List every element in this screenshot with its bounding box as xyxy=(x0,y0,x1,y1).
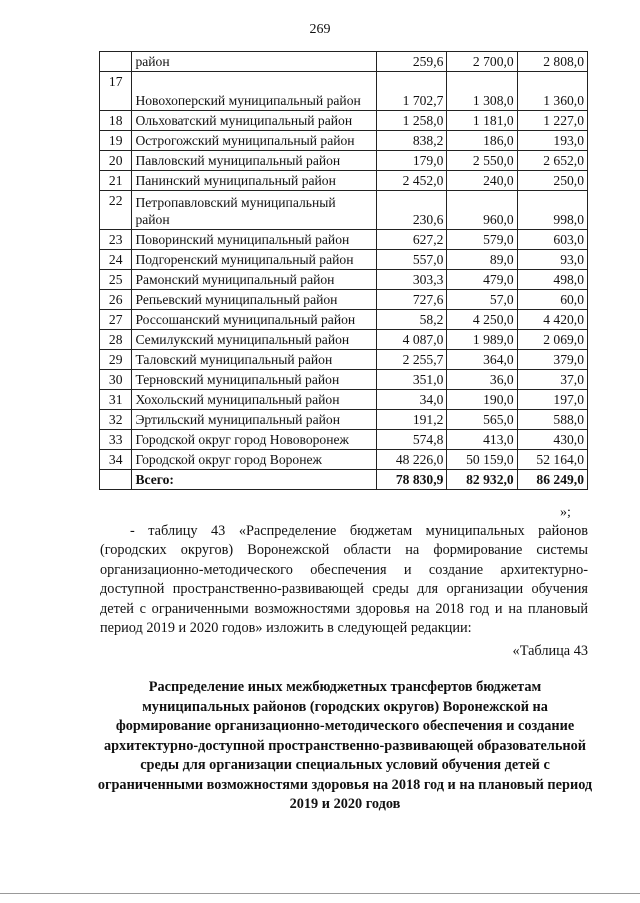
value-2019: 240,0 xyxy=(447,171,517,191)
row-number: 34 xyxy=(100,450,132,470)
table-row xyxy=(100,290,588,310)
row-name: Панинский муниципальный район xyxy=(132,171,377,191)
row-number: 29 xyxy=(100,350,132,370)
value-2019: 57,0 xyxy=(447,290,517,310)
row-number: 26 xyxy=(100,290,132,310)
table-row xyxy=(100,52,588,72)
closing-quote: »; xyxy=(560,505,571,520)
value-2018: 557,0 xyxy=(377,250,447,270)
value-2018: 259,6 xyxy=(377,52,447,72)
table-row xyxy=(100,230,588,250)
table-row xyxy=(100,171,588,191)
row-number: 32 xyxy=(100,410,132,430)
value-2019: 2 550,0 xyxy=(447,151,517,171)
table-row xyxy=(100,72,588,111)
value-2019: 89,0 xyxy=(447,250,517,270)
row-name: Ольховатский муниципальный район xyxy=(132,111,377,131)
value-2019: 190,0 xyxy=(447,390,517,410)
value-2020: 430,0 xyxy=(517,430,587,450)
value-2018: 58,2 xyxy=(377,310,447,330)
value-2020: 498,0 xyxy=(517,270,587,290)
table-label: «Таблица 43 xyxy=(512,643,588,659)
row-name: Павловский муниципальный район xyxy=(132,151,377,171)
value-2020: 2 069,0 xyxy=(517,330,587,350)
value-2018: 727,6 xyxy=(377,290,447,310)
value-2018: 2 255,7 xyxy=(377,350,447,370)
value-2020: 379,0 xyxy=(517,350,587,370)
row-name: Острогожский муниципальный район xyxy=(132,131,377,151)
value-2018: 838,2 xyxy=(377,131,447,151)
row-name: Петропавловский муниципальный район xyxy=(132,191,377,230)
total-label: Всего: xyxy=(132,470,377,490)
value-2019: 1 181,0 xyxy=(447,111,517,131)
table-row xyxy=(100,330,588,350)
row-name: Городской округ город Нововоронеж xyxy=(132,430,377,450)
amendment-paragraph: - таблицу 43 «Распределение бюджетам муниципальных районов (городских округов) Воронежской области на формирование системы организационно-методического обеспечения и создание архитектурно-доступной пространственно-развивающей среды для организации обучения детей с ограниченными возможностями здоровья на 2018 год и на плановый период 2019 и 2020 годов» изложить в следующей редакции: xyxy=(100,523,588,637)
value-2018: 303,3 xyxy=(377,270,447,290)
value-2019: 50 159,0 xyxy=(447,450,517,470)
value-2018: 191,2 xyxy=(377,410,447,430)
value-2019: 364,0 xyxy=(447,350,517,370)
budget-table-body xyxy=(100,52,588,490)
table-row xyxy=(100,270,588,290)
row-name: Рамонский муниципальный район xyxy=(132,270,377,290)
value-2018: 34,0 xyxy=(377,390,447,410)
value-2020: 588,0 xyxy=(517,410,587,430)
value-2020: 52 164,0 xyxy=(517,450,587,470)
page-number: 269 xyxy=(309,22,331,37)
table-total-row xyxy=(100,470,588,490)
value-2020: 998,0 xyxy=(517,191,587,230)
bottom-rule xyxy=(0,893,640,894)
row-name: Новохоперский муниципальный район xyxy=(132,72,377,111)
value-2018: 351,0 xyxy=(377,370,447,390)
row-number: 20 xyxy=(100,151,132,171)
table-row xyxy=(100,250,588,270)
table-row xyxy=(100,151,588,171)
row-name: Хохольский муниципальный район xyxy=(132,390,377,410)
row-name: Подгоренский муниципальный район xyxy=(132,250,377,270)
value-2018: 4 087,0 xyxy=(377,330,447,350)
value-2019: 2 700,0 xyxy=(447,52,517,72)
value-2019: 565,0 xyxy=(447,410,517,430)
table-row xyxy=(100,131,588,151)
value-2018: 1 258,0 xyxy=(377,111,447,131)
row-number: 33 xyxy=(100,430,132,450)
value-2018: 230,6 xyxy=(377,191,447,230)
document-title: Распределение иных межбюджетных трансфертов бюджетам муниципальных районов (городских округов) Воронежской на формирование организационно-методического обеспечения и создание архитектурно-доступной пространственно-развивающей образовательной среды для организации специальных условий обучения детей с ограниченными возможностями здоровья на 2018 год и на плановый период 2019 и 2020 годов xyxy=(97,679,593,812)
table-row xyxy=(100,350,588,370)
value-2018: 1 702,7 xyxy=(377,72,447,111)
value-2019: 36,0 xyxy=(447,370,517,390)
value-2020: 193,0 xyxy=(517,131,587,151)
budget-table xyxy=(99,51,588,490)
value-2020: 1 227,0 xyxy=(517,111,587,131)
row-number: 24 xyxy=(100,250,132,270)
row-number: 18 xyxy=(100,111,132,131)
table-row xyxy=(100,450,588,470)
row-number xyxy=(100,52,132,72)
row-name: Репьевский муниципальный район xyxy=(132,290,377,310)
value-2020: 2 652,0 xyxy=(517,151,587,171)
row-name: район xyxy=(132,52,377,72)
row-name: Таловский муниципальный район xyxy=(132,350,377,370)
value-2018: 179,0 xyxy=(377,151,447,171)
value-2019: 1 989,0 xyxy=(447,330,517,350)
value-2020: 4 420,0 xyxy=(517,310,587,330)
row-number: 17 xyxy=(100,72,132,111)
value-2019: 1 308,0 xyxy=(447,72,517,111)
row-name: Поворинский муниципальный район xyxy=(132,230,377,250)
table-row xyxy=(100,370,588,390)
total-number-cell xyxy=(100,470,132,490)
value-2020: 2 808,0 xyxy=(517,52,587,72)
total-2020: 86 249,0 xyxy=(517,470,587,490)
row-name: Россошанский муниципальный район xyxy=(132,310,377,330)
value-2020: 37,0 xyxy=(517,370,587,390)
total-2019: 82 932,0 xyxy=(447,470,517,490)
value-2020: 197,0 xyxy=(517,390,587,410)
row-number: 22 xyxy=(100,191,132,230)
row-number: 31 xyxy=(100,390,132,410)
value-2019: 479,0 xyxy=(447,270,517,290)
value-2018: 2 452,0 xyxy=(377,171,447,191)
row-name: Городской округ город Воронеж xyxy=(132,450,377,470)
row-number: 19 xyxy=(100,131,132,151)
row-number: 30 xyxy=(100,370,132,390)
value-2018: 627,2 xyxy=(377,230,447,250)
row-name: Терновский муниципальный район xyxy=(132,370,377,390)
table-row xyxy=(100,111,588,131)
value-2020: 1 360,0 xyxy=(517,72,587,111)
row-name: Эртильский муниципальный район xyxy=(132,410,377,430)
value-2020: 93,0 xyxy=(517,250,587,270)
row-name: Семилукский муниципальный район xyxy=(132,330,377,350)
table-row xyxy=(100,191,588,230)
row-number: 25 xyxy=(100,270,132,290)
value-2019: 960,0 xyxy=(447,191,517,230)
value-2020: 60,0 xyxy=(517,290,587,310)
row-number: 27 xyxy=(100,310,132,330)
table-row xyxy=(100,310,588,330)
row-number: 21 xyxy=(100,171,132,191)
row-number: 23 xyxy=(100,230,132,250)
table-row xyxy=(100,430,588,450)
value-2018: 48 226,0 xyxy=(377,450,447,470)
value-2020: 603,0 xyxy=(517,230,587,250)
value-2019: 4 250,0 xyxy=(447,310,517,330)
table-row xyxy=(100,410,588,430)
value-2019: 186,0 xyxy=(447,131,517,151)
table-row xyxy=(100,390,588,410)
row-number: 28 xyxy=(100,330,132,350)
total-2018: 78 830,9 xyxy=(377,470,447,490)
value-2018: 574,8 xyxy=(377,430,447,450)
value-2019: 579,0 xyxy=(447,230,517,250)
value-2019: 413,0 xyxy=(447,430,517,450)
value-2020: 250,0 xyxy=(517,171,587,191)
